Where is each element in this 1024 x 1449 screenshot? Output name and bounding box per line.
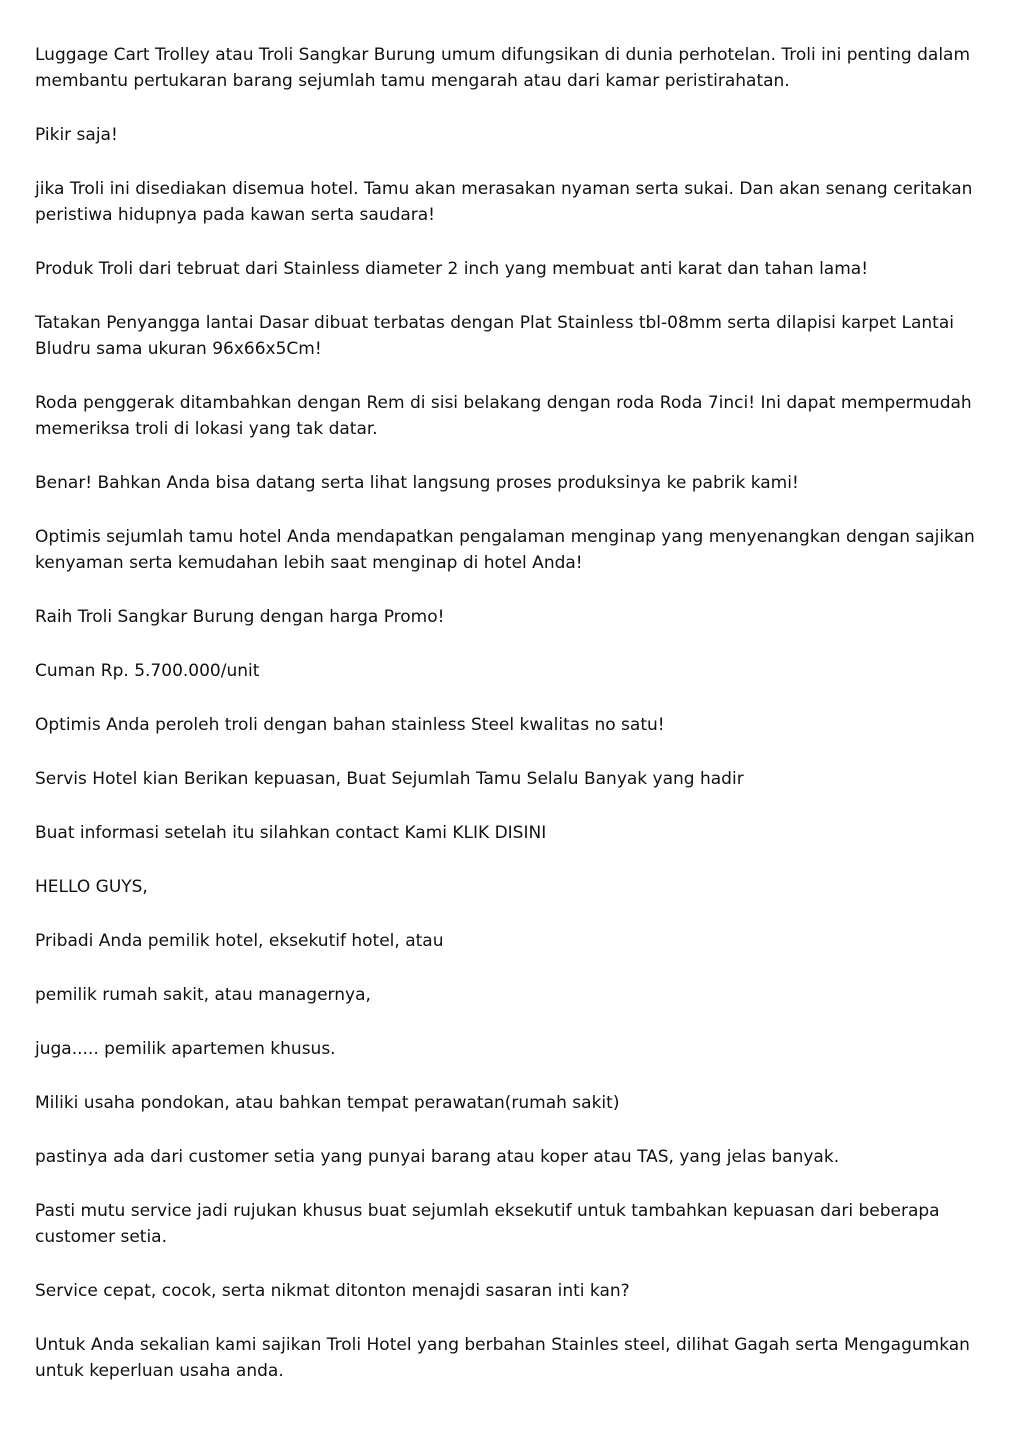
paragraph-service-cepat: Service cepat, cocok, serta nikmat ditonton menajdi sasaran inti kan? [35, 1281, 630, 1301]
paragraph-troli-hotel: jika Troli ini disediakan disemua hotel. Tamu akan merasakan nyaman serta sukai. Dan akan senang ceritakan peristiwa hidupnya pada kawan serta saudara! [35, 179, 973, 225]
paragraph-intro: Luggage Cart Trolley atau Troli Sangkar Burung umum difungsikan di dunia perhotelan. Troli ini penting dalam membantu pertukaran barang sejumlah tamu mengarah atau dari kamar peristirahatan. [35, 45, 971, 91]
document-body [35, 42, 990, 1412]
paragraph-kwalitas: Optimis Anda peroleh troli dengan bahan stainless Steel kwalitas no satu! [35, 715, 665, 735]
paragraph-pikir-saja: Pikir saja! [35, 125, 118, 145]
paragraph-apartemen: juga..... pemilik apartemen khusus. [35, 1039, 336, 1059]
paragraph-benar: Benar! Bahkan Anda bisa datang serta lihat langsung proses produksinya ke pabrik kami! [35, 473, 799, 493]
paragraph-produk: Produk Troli dari tebruat dari Stainless diameter 2 inch yang membuat anti karat dan tahan lama! [35, 259, 869, 279]
paragraph-servis: Servis Hotel kian Berikan kepuasan, Buat Sejumlah Tamu Selalu Banyak yang hadir [35, 769, 744, 789]
paragraph-kontak: Buat informasi setelah itu silahkan contact Kami KLIK DISINI [35, 823, 547, 843]
paragraph-usaha: Miliki usaha pondokan, atau bahkan tempat perawatan(rumah sakit) [35, 1093, 620, 1113]
paragraph-optimis-tamu: Optimis sejumlah tamu hotel Anda mendapatkan pengalaman menginap yang menyenangkan dengan sajikan kenyaman serta kemudahan lebih saat menginap di hotel Anda! [35, 527, 975, 573]
paragraph-customer: pastinya ada dari customer setia yang punyai barang atau koper atau TAS, yang jelas banyak. [35, 1147, 840, 1167]
paragraph-harga: Cuman Rp. 5.700.000/unit [35, 661, 260, 681]
paragraph-pemilik-hotel: Pribadi Anda pemilik hotel, eksekutif hotel, atau [35, 931, 444, 951]
paragraph-pemilik-rs: pemilik rumah sakit, atau managernya, [35, 985, 371, 1005]
paragraph-roda: Roda penggerak ditambahkan dengan Rem di sisi belakang dengan roda Roda 7inci! Ini dapat mempermudah memeriksa troli di lokasi yang tak datar. [35, 393, 972, 439]
paragraph-mutu: Pasti mutu service jadi rujukan khusus buat sejumlah eksekutif untuk tambahkan kepuasan dari beberapa customer setia. [35, 1201, 940, 1247]
paragraph-hello: HELLO GUYS, [35, 877, 148, 897]
paragraph-promo: Raih Troli Sangkar Burung dengan harga Promo! [35, 607, 445, 627]
paragraph-penutup: Untuk Anda sekalian kami sajikan Troli Hotel yang berbahan Stainles steel, dilihat Gagah serta Mengagumkan untuk keperluan usaha anda. [35, 1335, 970, 1381]
paragraph-tatakan: Tatakan Penyangga lantai Dasar dibuat terbatas dengan Plat Stainless tbl-08mm serta dilapisi karpet Lantai Bludru sama ukuran 96x66x5Cm! [35, 313, 954, 359]
